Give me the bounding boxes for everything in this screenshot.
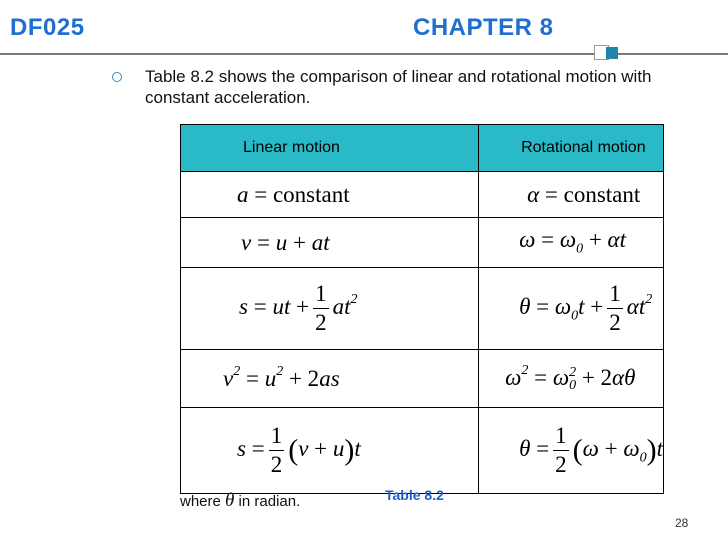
table-label: Table 8.2 [385, 487, 444, 503]
rotational-eq-2 [479, 218, 664, 268]
linear-eq-2 [181, 218, 479, 268]
eq-a-constant: a = constant [237, 181, 350, 207]
header-rotational: Rotational motion [479, 125, 664, 172]
eq-v2-u2-2as: $v^2 = u^2 + 2as$ [223, 363, 340, 391]
footnote-rest: in radian. [238, 493, 301, 510]
rotational-eq-3 [479, 268, 664, 350]
eq-theta-half-omega-plus-omega0-t: θ = $\frac{1}{2}$ $(\omega + \omega_0)t$ [519, 423, 663, 477]
linear-eq-5 [181, 408, 479, 494]
eq-s-ut-half-at2: s = ut + $\frac{1}{2}$ $at^2$ [239, 281, 358, 335]
linear-eq-4 [181, 350, 479, 408]
table-row [181, 218, 664, 268]
table-row [181, 268, 664, 350]
eq-v-u-at: v = u + at [241, 229, 330, 255]
table-row [181, 408, 664, 494]
table-row [181, 172, 664, 218]
rotational-eq-1 [479, 172, 664, 218]
linear-eq-3 [181, 268, 479, 350]
footnote-where: where [180, 493, 221, 510]
linear-eq-1 [181, 172, 479, 218]
header-linear: Linear motion [181, 125, 479, 172]
eq-s-half-v-plus-u-t: s = $\frac{1}{2}$ (v + u)t [237, 423, 361, 477]
comparison-table [180, 124, 664, 494]
table-header-row [181, 125, 664, 172]
course-code: DF025 [10, 14, 85, 41]
page-number: 28 [675, 516, 689, 530]
header-rule [0, 53, 600, 55]
header-rule-right [618, 53, 728, 55]
rotational-eq-4 [479, 350, 664, 408]
rotational-eq-5 [479, 408, 664, 494]
table-row [181, 350, 664, 408]
eq-omega2-omega02-2alphatheta: $\omega^2 = \omega$ 2 0 + 2αθ [505, 362, 636, 394]
decor-square-filled-icon [606, 47, 618, 59]
bullet-text: Table 8.2 shows the comparison of linear and rotational motion with constant acceleration. [145, 67, 652, 107]
eq-theta-omega0t-half-alphat2: $\theta = \omega_0t$ + $\frac{1}{2}$ $\alpha t^2$ [519, 281, 653, 335]
eq-omega-omega0-alphat: $\omega = \omega_0 + \alpha t$ [519, 227, 627, 257]
footnote-theta: θ [225, 490, 235, 511]
chapter-title: CHAPTER 8 [413, 14, 554, 41]
footnote [180, 490, 300, 512]
bullet-circle-icon [112, 72, 122, 82]
eq-alpha-constant: α = constant [527, 181, 641, 207]
